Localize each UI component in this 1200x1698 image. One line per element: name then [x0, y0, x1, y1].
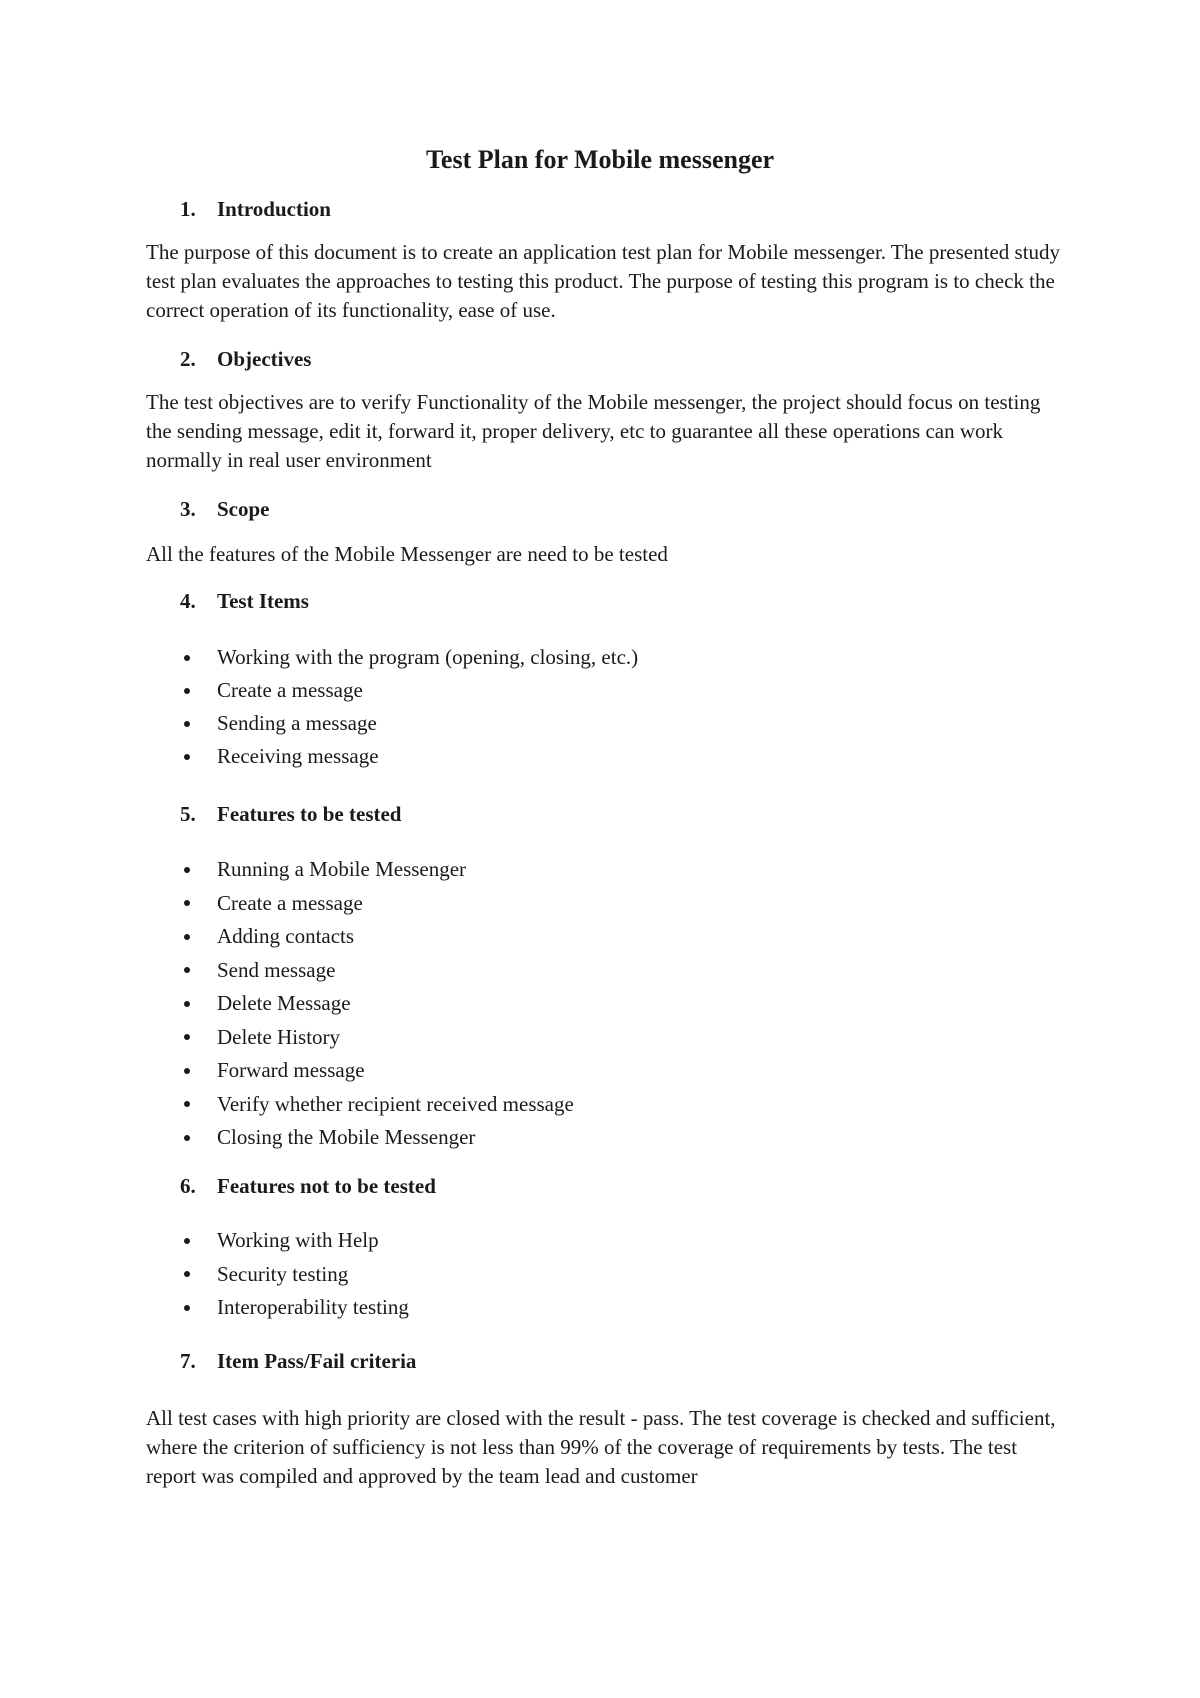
list-item-text: Delete History: [217, 1024, 341, 1049]
bullet-icon: [184, 1271, 190, 1277]
list-item: [180, 707, 638, 740]
bullet-icon: [184, 900, 190, 906]
list-item: [180, 1054, 574, 1088]
list-item: [180, 853, 574, 887]
section-number: 6.: [180, 1174, 196, 1198]
bullet-icon: [184, 1101, 190, 1107]
list-item-text: Receiving message: [217, 744, 379, 768]
section-title: Introduction: [217, 197, 331, 221]
bullet-icon: [184, 1001, 190, 1007]
list-item-text: Closing the Mobile Messenger: [217, 1125, 476, 1149]
list-item: [180, 1291, 409, 1325]
bullet-icon: [184, 934, 190, 940]
bullet-icon: [184, 754, 190, 760]
section-title: Objectives: [217, 347, 312, 371]
section-number: 3.: [180, 497, 196, 521]
list-item: [180, 1021, 574, 1055]
bullet-icon: [184, 1034, 190, 1040]
section-heading-introduction: [180, 196, 331, 222]
bullet-icon: [184, 1135, 190, 1141]
pass-fail-criteria-paragraph: All test cases with high priority are closed with the result - pass. The test coverage is checked and sufficient, where the criterion of sufficiency is not less than 99% of the coverage of requirements by tests. The test report was compiled and approved by the team lead and customer: [146, 1406, 1056, 1488]
scope-paragraph: All the features of the Mobile Messenger are need to be tested: [146, 542, 668, 566]
features-not-to-be-tested-list: [180, 1224, 409, 1325]
test-items-list: [180, 641, 638, 773]
section-number: 1.: [180, 197, 196, 221]
list-item-text: Security testing: [217, 1261, 349, 1286]
bullet-icon: [184, 967, 190, 973]
list-item: [180, 887, 574, 921]
list-item: [180, 987, 574, 1021]
list-item: [180, 920, 574, 954]
objectives-paragraph: The test objectives are to verify Functionality of the Mobile messenger, the project should focus on testing the sending message, edit it, forward it, proper delivery, etc to guarantee all these operations can work normally in real user environment: [146, 390, 1041, 472]
section-heading-scope: [180, 496, 270, 522]
section-title: Features not to be tested: [217, 1174, 436, 1198]
list-item: [180, 1224, 409, 1258]
list-item: [180, 674, 638, 707]
bullet-icon: [184, 1068, 190, 1074]
list-item: [180, 954, 574, 988]
list-item: [180, 1121, 574, 1155]
bullet-icon: [184, 867, 190, 873]
list-item: [180, 740, 638, 773]
list-item-text: Forward message: [217, 1058, 365, 1082]
bullet-icon: [184, 1238, 190, 1244]
section-title: Item Pass/Fail criteria: [217, 1349, 417, 1373]
bullet-icon: [184, 655, 190, 661]
section-number: 4.: [180, 589, 196, 613]
features-to-be-tested-list: [180, 853, 574, 1155]
list-item-text: Delete Message: [217, 991, 351, 1015]
list-item-text: Interoperability testing: [217, 1295, 409, 1319]
section-title: Features to be tested: [217, 802, 402, 826]
list-item: [180, 641, 638, 674]
list-item: [180, 1258, 409, 1292]
list-item-text: Verify whether recipient received message: [217, 1091, 574, 1116]
section-heading-features-not-to-be-tested: [180, 1173, 436, 1199]
section-number: 7.: [180, 1349, 196, 1373]
list-item: [180, 1088, 574, 1122]
section-number: 5.: [180, 802, 196, 826]
list-item-text: Adding contacts: [217, 924, 355, 948]
section-number: 2.: [180, 347, 196, 371]
list-item-text: Working with Help: [217, 1228, 379, 1252]
introduction-paragraph: The purpose of this document is to create an application test plan for Mobile messenger. The presented study test plan evaluates the approaches to testing this product. The purpose of testing this program is to check the correct operation of its functionality, ease of use.: [146, 240, 1061, 322]
list-item-text: Send message: [217, 957, 336, 982]
bullet-icon: [184, 688, 190, 694]
list-item-text: Create a message: [217, 678, 363, 702]
bullet-icon: [184, 1305, 190, 1311]
bullet-icon: [184, 721, 190, 727]
document-title: Test Plan for Mobile messenger: [425, 145, 775, 174]
list-item-text: Running a Mobile Messenger: [217, 857, 467, 881]
section-heading-pass-fail-criteria: [180, 1348, 416, 1374]
list-item-text: Working with the program (opening, closing, etc.): [217, 645, 639, 669]
section-heading-objectives: [180, 346, 311, 372]
list-item-text: Sending a message: [217, 711, 377, 735]
section-heading-test-items: [180, 588, 309, 614]
section-title: Test Items: [217, 589, 309, 613]
section-heading-features-to-be-tested: [180, 801, 401, 827]
section-title: Scope: [217, 497, 270, 521]
list-item-text: Create a message: [217, 890, 363, 915]
